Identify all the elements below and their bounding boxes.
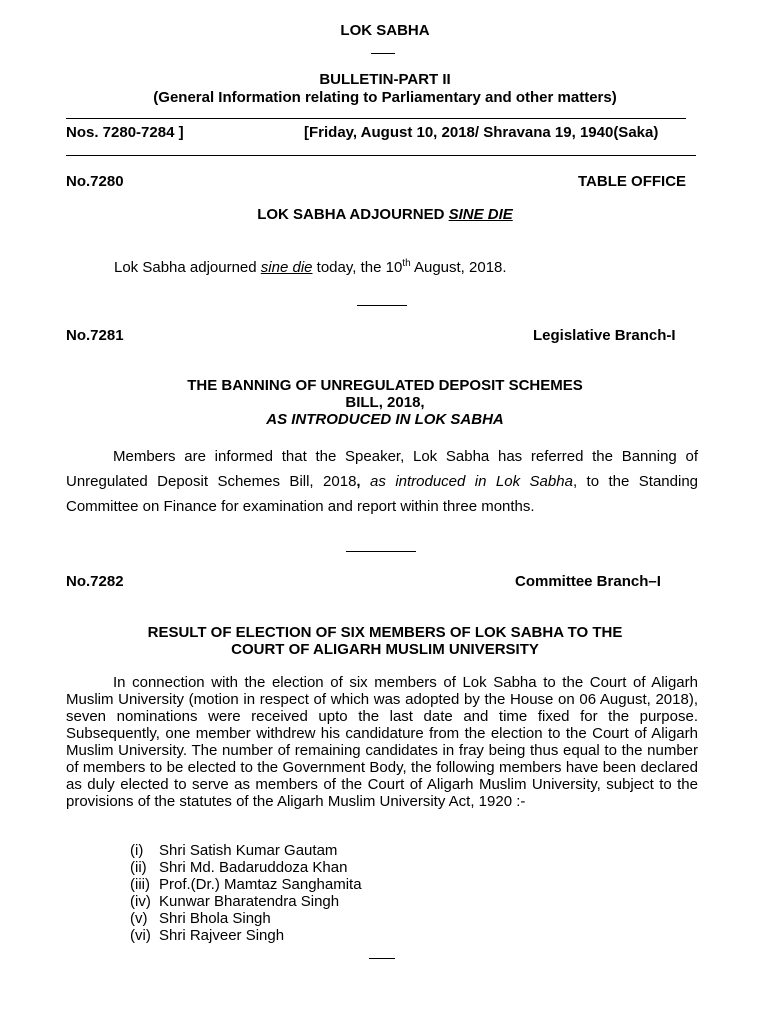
- heading-line: THE BANNING OF UNREGULATED DEPOSIT SCHEMES: [187, 377, 583, 394]
- ordinal-suffix: th: [402, 258, 411, 269]
- page-title: LOK SABHA: [340, 22, 430, 39]
- section-divider: [357, 305, 407, 306]
- heading-line: RESULT OF ELECTION OF SIX MEMBERS OF LOK SABHA TO THE: [147, 624, 623, 641]
- list-item: (vi) Shri Rajveer Singh: [130, 927, 285, 944]
- body-text: today, the 10: [312, 259, 403, 276]
- list-item: (ii) Shri Md. Badaruddoza Khan: [130, 859, 348, 876]
- branch-name: TABLE OFFICE: [578, 173, 687, 190]
- body-text: Lok Sabha adjourned: [114, 259, 261, 276]
- heading-line: BILL, 2018,: [345, 394, 425, 411]
- item-number: No.7282: [66, 573, 124, 590]
- bulletin-label: BULLETIN-PART II: [319, 71, 451, 88]
- item-body: [114, 258, 507, 276]
- body-text: Members are informed that the Speaker, Lok Sabha has referred the Banning of Unregulated Deposit Schemes Bill, 2018: [66, 448, 698, 490]
- bulletin-date: [Friday, August 10, 2018/ Shravana 19, 1940(Saka): [304, 124, 659, 141]
- item-heading: [0, 377, 770, 428]
- section-divider: [369, 958, 395, 959]
- heading-emphasis: SINE DIE: [448, 206, 513, 223]
- item-heading: [0, 206, 770, 223]
- body-emphasis: sine die: [260, 259, 313, 276]
- branch-name: Legislative Branch-I: [533, 327, 676, 344]
- list-item: (iii) Prof.(Dr.) Mamtaz Sanghamita: [130, 876, 362, 893]
- body-text: In connection with the election of six members of Lok Sabha to the Court of Aligarh Muslim University (motion in respect of which was adopted by the House on 06 August, 2018), seven nominations were received upto the last date and time fixed for the purpose. Subsequently, one member withdrew his candidature from the election to the Court of Aligarh Muslim University. The number of remaining candidates in fray being thus equal to the number of members to be elected to the Government Body, the following members have been declared as duly elected to serve as members of the Court of Aligarh Muslim University, subject to the provisions of the statutes of the Aligarh Muslim University Act, 1920 :-: [66, 674, 698, 810]
- heading-text: LOK SABHA ADJOURNED: [257, 206, 449, 223]
- header-top-rule: [66, 118, 686, 119]
- list-item: (v) Shri Bhola Singh: [130, 910, 271, 927]
- body-emphasis: as introduced in Lok Sabha: [360, 473, 573, 490]
- bulletin-subtitle: (General Information relating to Parliamentary and other matters): [153, 89, 617, 106]
- heading-line: COURT OF ALIGARH MUSLIM UNIVERSITY: [231, 641, 539, 658]
- body-text: , to the Standing Committee on Finance for examination and report within three months.: [66, 473, 699, 515]
- section-divider: [346, 551, 416, 552]
- bulletin-numbers: Nos. 7280-7284 ]: [66, 124, 184, 141]
- item-body: [66, 674, 698, 810]
- list-item: (iv) Kunwar Bharatendra Singh: [130, 893, 340, 910]
- header-bottom-rule: [66, 155, 696, 156]
- item-heading: [0, 624, 770, 658]
- item-number: No.7281: [66, 327, 124, 344]
- list-item: (i) Shri Satish Kumar Gautam: [130, 842, 338, 859]
- item-body: [66, 444, 698, 519]
- body-punctuation: ,: [356, 473, 361, 490]
- body-text: August, 2018.: [410, 259, 507, 276]
- heading-line: AS INTRODUCED IN LOK SABHA: [266, 411, 504, 428]
- item-number: No.7280: [66, 173, 124, 190]
- branch-name: Committee Branch–I: [515, 573, 661, 590]
- title-divider: [371, 53, 395, 54]
